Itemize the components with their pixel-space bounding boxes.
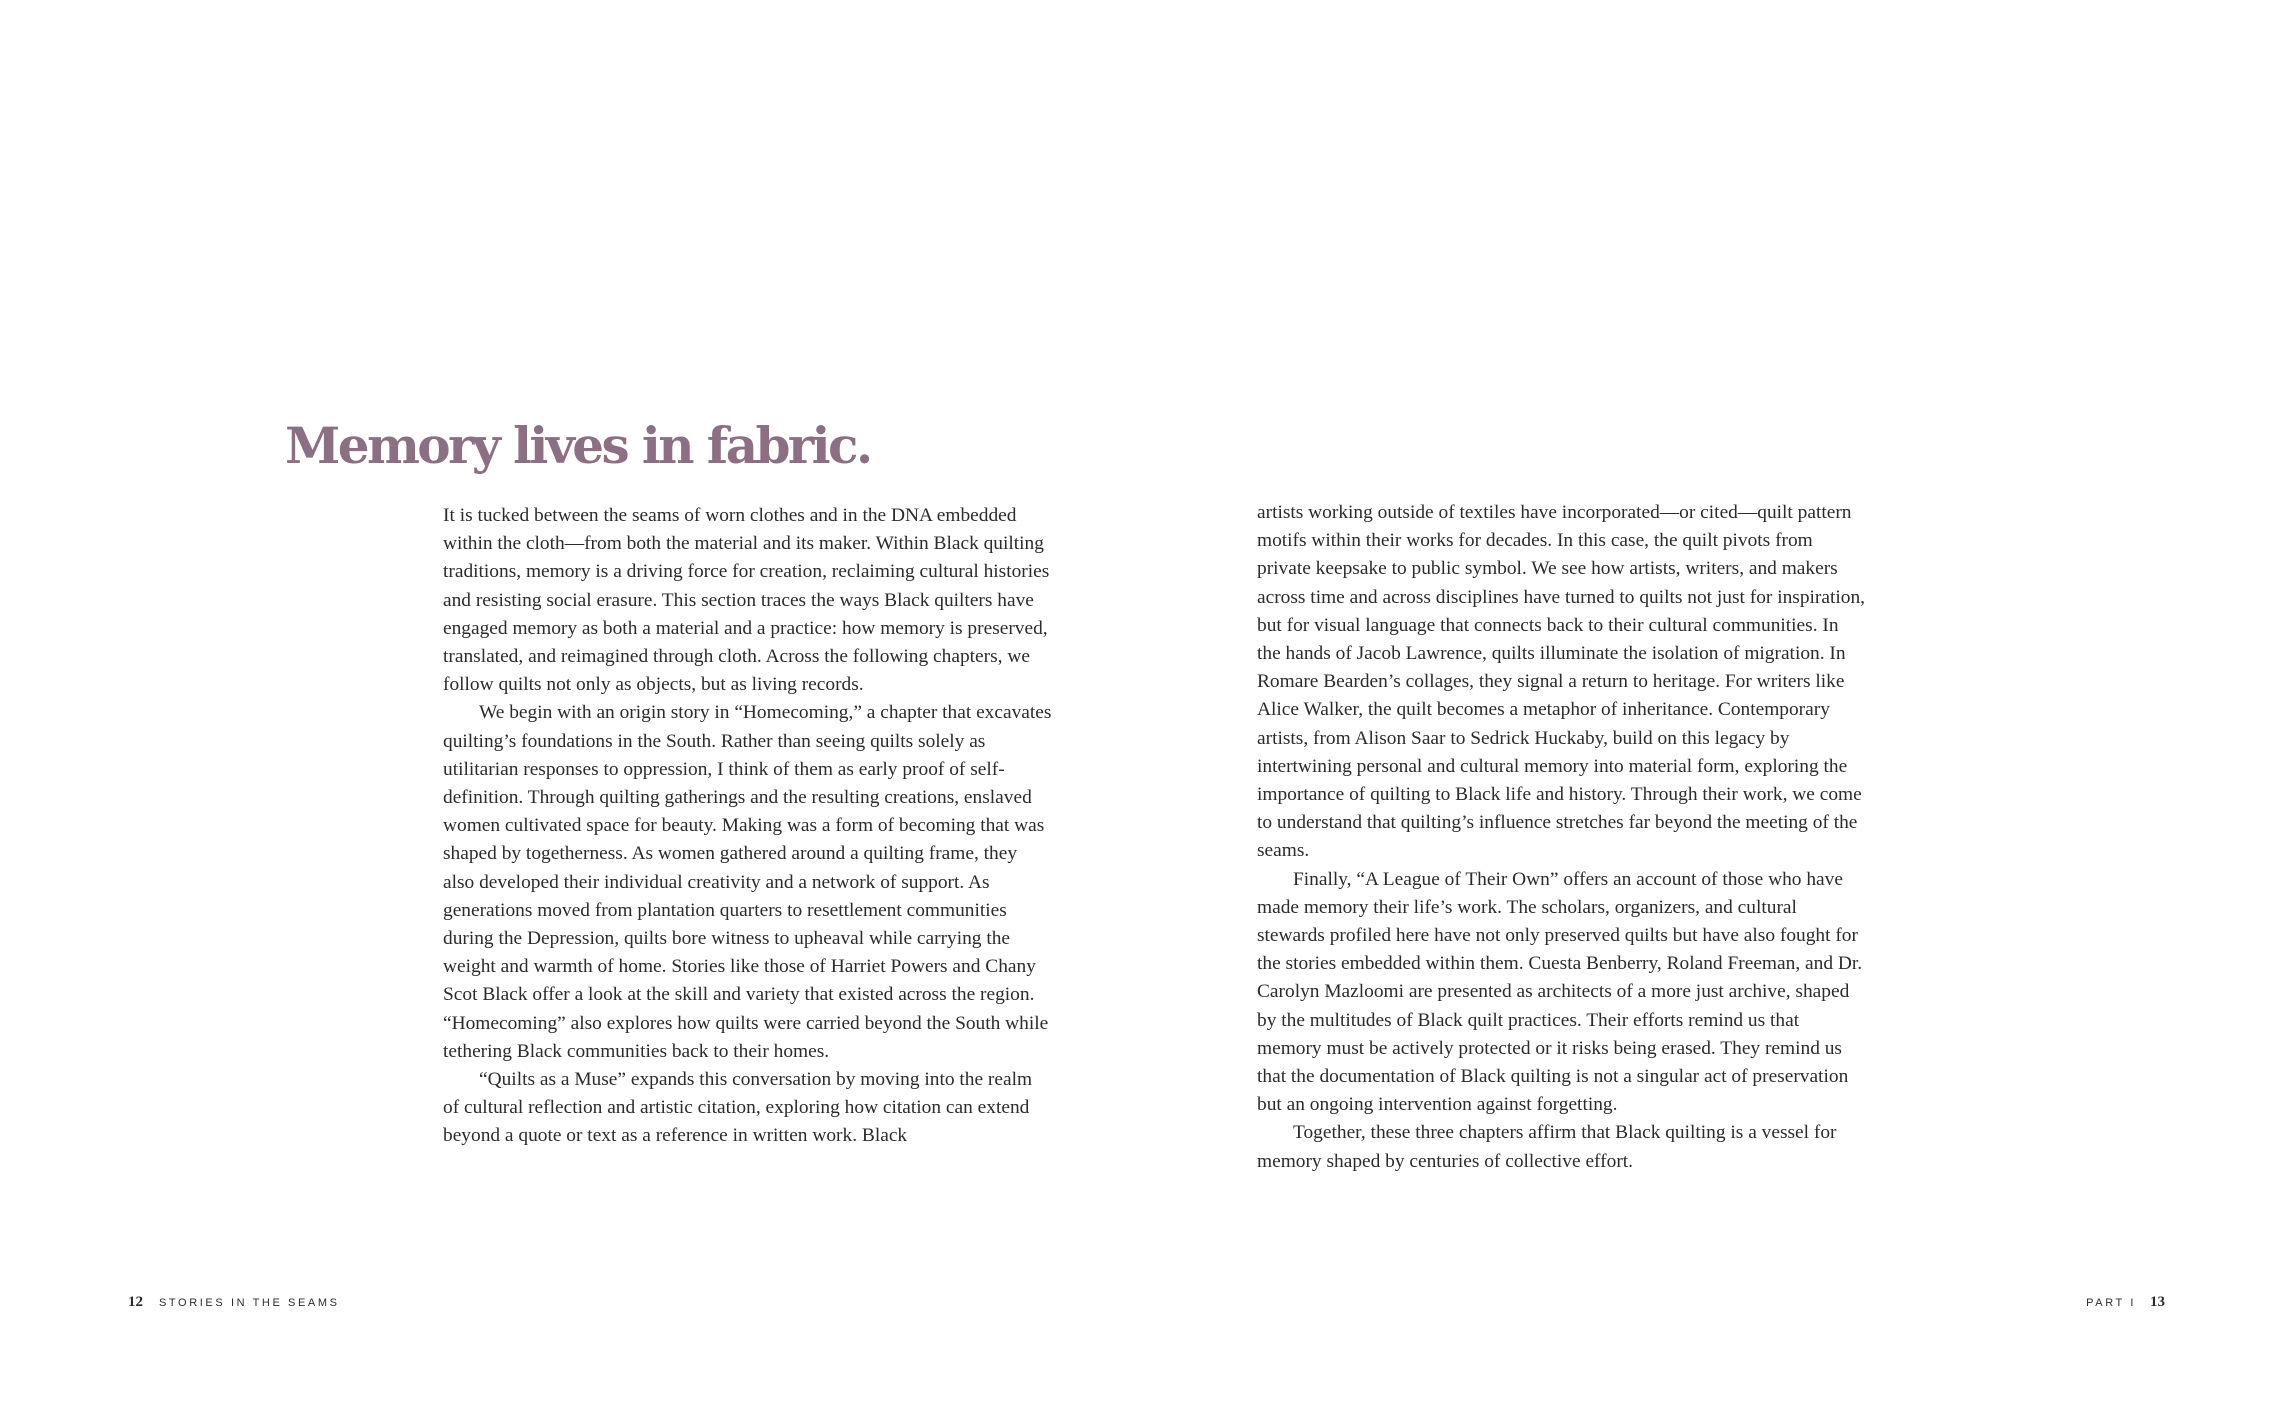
page-number: 13	[2150, 1294, 2165, 1310]
body-paragraph: artists working outside of textiles have incorporated—or cited—quilt pattern motifs within their works for decades. In this case, the quilt pivots from private keepsake to public symbol. We see how artists, writers, and makers across time and across disciplines have turned to quilts not just for inspiration, but for visual language that connects back to their cultural communities. In the hands of Jacob Lawrence, quilts illuminate the isolation of migration. In Romare Bearden’s collages, they signal a return to heritage. For writers like Alice Walker, the quilt becomes a metaphor of inheritance. Contemporary artists, from Alison Saar to Sedrick Huckaby, build on this legacy by intertwining personal and cultural memory into material form, exploring the importance of quilting to Black life and history. Through their work, we come to understand that quilting’s influence stretches far beyond the meeting of the seams.	[1257, 502, 1866, 862]
body-paragraph: We begin with an origin story in “Homecoming,” a chapter that excavates quilting’s foundations in the South. Rather than seeing quilts solely as utilitarian responses to oppression, I think of them as early proof of self-definition. Through quilting gatherings and the resulting creations, enslaved women cultivated space for beauty. Making was a form of becoming that was shaped by togetherness. As women gathered around a quilting frame, they also developed their individual creativity and a network of support. As generations moved from plantation quarters to resettlement communities during the Depression, quilts bore witness to upheaval while carrying the weight and warmth of home. Stories like those of Harriet Powers and Chany Scot Black offer a look at the skill and variety that existed across the region. “Homecoming” also explores how quilts were carried beyond the South while tethering Black communities back to their homes.	[443, 702, 1052, 1062]
left-text-column	[443, 502, 1053, 1151]
page-number: 12	[128, 1294, 143, 1310]
right-text-column	[1257, 499, 1867, 1176]
running-head: PART I	[2086, 1297, 2136, 1309]
body-paragraph: It is tucked between the seams of worn clothes and in the DNA embedded within the cloth—from both the material and its maker. Within Black quilting traditions, memory is a driving force for creation, reclaiming cultural histories and resisting social erasure. This section traces the ways Black quilters have engaged memory as both a material and a practice: how memory is preserved, translated, and reimagined through cloth. Across the following chapters, we follow quilts not only as objects, but as living records.	[443, 505, 1050, 696]
left-page-footer	[128, 1294, 340, 1311]
body-paragraph: “Quilts as a Muse” expands this conversation by moving into the realm of cultural reflection and artistic citation, exploring how citation can extend beyond a quote or text as a reference in written work. Black	[443, 1069, 1033, 1147]
body-paragraph: Finally, “A League of Their Own” offers an account of those who have made memory their life’s work. The scholars, organizers, and cultural stewards profiled here have not only preserved quilts but have also fought for the stories embedded within them. Cuesta Benberry, Roland Freeman, and Dr. Carolyn Mazloomi are presented as architects of a more just archive, shaped by the multitudes of Black quilt practices. Their efforts remind us that memory must be actively protected or it risks being erased. They remind us that the documentation of Black quilting is not a singular act of preservation but an ongoing intervention against forgetting.	[1257, 868, 1863, 1116]
running-head: STORIES IN THE SEAMS	[159, 1297, 340, 1309]
right-page-footer	[2086, 1294, 2165, 1311]
section-heading: Memory lives in fabric.	[285, 416, 871, 475]
body-paragraph: Together, these three chapters affirm that Black quilting is a vessel for memory shaped by centuries of collective effort.	[1257, 1122, 1837, 1172]
